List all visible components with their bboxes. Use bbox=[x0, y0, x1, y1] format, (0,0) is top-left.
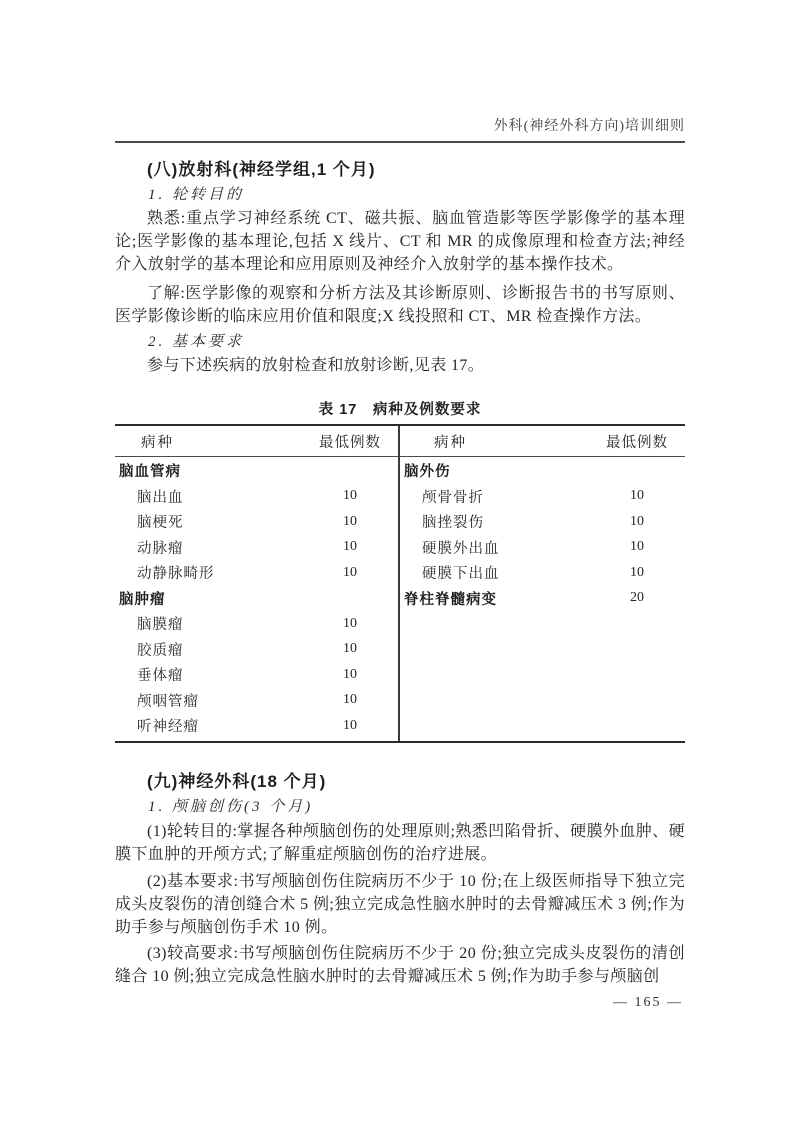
table-category-row bbox=[400, 458, 685, 484]
trauma-objective-paragraph: (1)轮转目的:掌握各种颅脑创伤的处理原则;熟悉凹陷骨折、硬膜外血肿、硬膜下血肿的开颅方式;了解重症颅脑创伤的治疗进展。 bbox=[115, 822, 685, 863]
disease-name: 脑肿瘤 bbox=[119, 591, 166, 608]
participate-paragraph: 参与下述疾病的放射检查和放射诊断,见表 17。 bbox=[147, 357, 485, 374]
table-left-header bbox=[115, 426, 398, 457]
understand-paragraph: 了解:医学影像的观察和分析方法及其诊断原则、诊断报告书的书写原则、医学影像诊断的临床应用价值和限度;X 线投照和 CT、MR 检查操作方法。 bbox=[115, 285, 685, 325]
min-case-count: 10 bbox=[343, 539, 357, 555]
page-number: — 165 — bbox=[613, 994, 683, 1010]
table-item-row bbox=[115, 688, 398, 714]
disease-name: 听神经瘤 bbox=[137, 719, 199, 736]
min-case-count: 10 bbox=[343, 615, 357, 631]
disease-name: 脊柱脊髓病变 bbox=[404, 591, 497, 608]
table-item-row bbox=[115, 535, 398, 561]
table-item-row bbox=[115, 509, 398, 535]
trauma-higher-paragraph: (3)较高要求:书写颅脑创伤住院病历不少于 20 份;独立完成头皮裂伤的清创缝合 10 例;独立完成急性脑水肿时的去骨瓣减压术 5 例;作为助手参与颅脑创 bbox=[115, 944, 685, 985]
table-item-row bbox=[400, 484, 685, 510]
disease-name: 颅咽管瘤 bbox=[137, 693, 199, 710]
min-case-count: 10 bbox=[630, 539, 644, 555]
running-head: 外科(神经外科方向)培训细则 bbox=[493, 119, 685, 134]
table-right-half bbox=[398, 426, 685, 741]
table-left-header-min-cases: 最低例数 bbox=[319, 434, 381, 451]
table-right-body bbox=[400, 457, 685, 613]
min-case-count: 10 bbox=[343, 666, 357, 682]
disease-name: 脑挫裂伤 bbox=[422, 515, 484, 532]
disease-name: 胶质瘤 bbox=[137, 642, 184, 659]
disease-name: 动脉瘤 bbox=[137, 540, 184, 557]
table-item-row bbox=[400, 535, 685, 561]
disease-name: 脑外伤 bbox=[404, 464, 451, 481]
disease-name: 垂体瘤 bbox=[137, 668, 184, 685]
table-item-row bbox=[115, 560, 398, 586]
section-8-heading: (八)放射科(神经学组,1 个月) bbox=[147, 160, 376, 179]
min-case-count: 10 bbox=[343, 641, 357, 657]
trauma-basic-paragraph: (2)基本要求:书写颅脑创伤住院病历不少于 10 份;在上级医师指导下独立完成头皮裂伤的清创缝合术 5 例;独立完成急性脑水肿时的去骨瓣减压术 3 例;作为助手参与颅脑创伤手术 10 例。 bbox=[115, 872, 685, 936]
table-category-row bbox=[400, 586, 685, 612]
min-case-count: 10 bbox=[630, 564, 644, 580]
disease-name: 硬膜下出血 bbox=[422, 566, 500, 583]
disease-name: 脑梗死 bbox=[137, 515, 184, 532]
table-item-row bbox=[400, 509, 685, 535]
min-case-count: 10 bbox=[630, 488, 644, 504]
rotation-objective-subheading: 1. 轮转目的 bbox=[148, 187, 245, 203]
table-item-row bbox=[115, 484, 398, 510]
disease-name: 颅骨骨折 bbox=[422, 489, 484, 506]
min-case-count: 10 bbox=[343, 564, 357, 580]
table-item-row bbox=[115, 637, 398, 663]
min-case-count: 10 bbox=[343, 513, 357, 529]
disease-name: 脑出血 bbox=[137, 489, 184, 506]
table-17-title: 表 17 病种及例数要求 bbox=[318, 402, 482, 418]
table-left-body bbox=[115, 457, 398, 741]
min-case-count: 10 bbox=[343, 488, 357, 504]
table-item-row bbox=[115, 662, 398, 688]
table-item-row bbox=[400, 560, 685, 586]
disease-name: 脑膜瘤 bbox=[137, 617, 184, 634]
table-left-header-disease: 病种 bbox=[141, 434, 174, 451]
table-right-header-disease: 病种 bbox=[434, 434, 467, 451]
disease-name: 动静脉畸形 bbox=[137, 566, 215, 583]
disease-name: 硬膜外出血 bbox=[422, 540, 500, 557]
section-9-heading: (九)神经外科(18 个月) bbox=[147, 771, 327, 791]
table-left-half bbox=[115, 426, 398, 741]
table-right-header-min-cases: 最低例数 bbox=[606, 434, 668, 451]
table-right-header bbox=[400, 426, 685, 457]
cranio-trauma-subheading: 1. 颅脑创伤(3 个月) bbox=[148, 798, 314, 815]
disease-name: 脑血管病 bbox=[119, 464, 181, 481]
table-17 bbox=[115, 424, 685, 743]
table-item-row bbox=[115, 611, 398, 637]
min-case-count: 20 bbox=[630, 590, 644, 606]
min-case-count: 10 bbox=[343, 692, 357, 708]
min-case-count: 10 bbox=[343, 717, 357, 733]
table-category-row bbox=[115, 458, 398, 484]
running-head-rule bbox=[115, 141, 685, 143]
familiar-paragraph: 熟悉:重点学习神经系统 CT、磁共振、脑血管造影等医学影像学的基本理论;医学影像的基本理论,包括 X 线片、CT 和 MR 的成像原理和检查方法;神经介入放射学的基本理论和应用原则及神经介入放射学的基本操作技术。 bbox=[115, 210, 685, 273]
min-case-count: 10 bbox=[630, 513, 644, 529]
basic-requirements-subheading: 2. 基本要求 bbox=[148, 334, 245, 350]
table-category-row bbox=[115, 586, 398, 612]
table-item-row bbox=[115, 713, 398, 739]
